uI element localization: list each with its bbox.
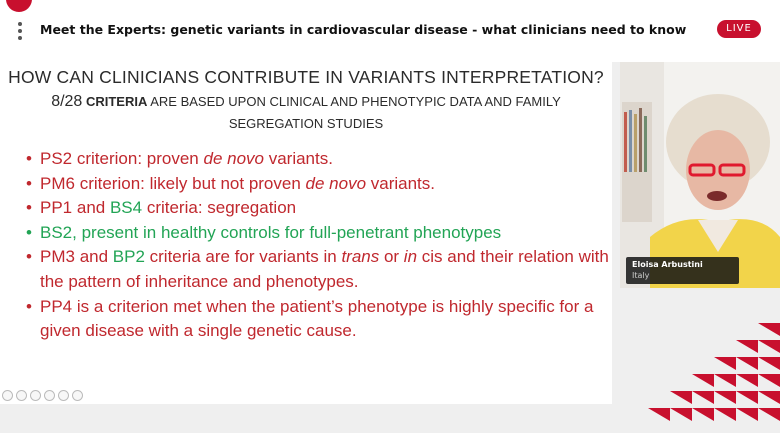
criterion-text: criteria: segregation	[142, 198, 297, 218]
presentation-slide	[0, 62, 612, 404]
list-item	[26, 295, 616, 344]
criterion-text: criteria are for variants in	[144, 247, 342, 267]
criterion-text: and	[74, 247, 113, 267]
subtitle-text: ARE BASED UPON CLINICAL AND PHENOTYPIC DATA AND FAMILY	[150, 94, 561, 109]
event-title: Meet the Experts: genetic variants in cardiovascular disease - what clinicians need to know	[40, 22, 687, 37]
criterion-italic: trans	[341, 247, 380, 267]
criterion-code: BP2	[112, 247, 145, 267]
criterion-code: PP1	[40, 198, 73, 218]
criterion-code: BS4	[109, 198, 143, 218]
criterion-text: cis and their relation with the pattern of inheritance and phenotypes.	[40, 247, 609, 291]
criterion-text: and	[72, 198, 110, 218]
more-icon[interactable]	[72, 390, 83, 401]
criteria-list	[26, 147, 616, 344]
criterion-text: criterion: proven	[72, 149, 204, 168]
slide-toolbar	[2, 390, 83, 404]
criteria-keyword: CRITERIA	[85, 94, 148, 109]
criterion-code: PM6	[40, 173, 75, 193]
slide-subtitle-line2: SEGREGATION STUDIES	[228, 116, 384, 131]
criterion-italic: de novo	[305, 173, 367, 193]
list-item	[26, 245, 616, 294]
speaker-name: Eloisa Arbustini	[632, 260, 703, 269]
criterion-italic: in	[403, 247, 418, 267]
criterion-code: PP4	[40, 296, 73, 316]
speaker-video[interactable]	[620, 62, 780, 288]
speaker-country: Italy	[632, 271, 650, 280]
criterion-text: variants.	[263, 149, 333, 168]
pen-icon[interactable]	[30, 390, 41, 401]
criterion-code: PM3	[40, 247, 75, 267]
list-item	[26, 172, 616, 197]
zoom-icon[interactable]	[44, 390, 55, 401]
speaker-portrait	[620, 62, 780, 288]
top-bar	[0, 0, 780, 62]
list-item	[26, 147, 616, 172]
list-item	[26, 221, 616, 246]
grid-icon[interactable]	[58, 390, 69, 401]
criterion-text: or	[379, 247, 404, 267]
criterion-italic: de novo	[203, 149, 264, 168]
live-badge: LIVE	[717, 20, 761, 38]
decorative-triangles	[640, 318, 780, 433]
slide-subtitle	[0, 93, 612, 111]
list-item	[26, 196, 616, 221]
next-slide-icon[interactable]	[16, 390, 27, 401]
prev-slide-icon[interactable]	[2, 390, 13, 401]
criterion-text: present in healthy controls for full-penetrant phenotypes	[76, 222, 502, 242]
criterion-text: criterion: likely but not proven	[74, 173, 306, 193]
criterion-text: variants.	[366, 173, 436, 193]
criterion-code: PS2	[40, 149, 73, 168]
brand-logo	[6, 0, 32, 12]
speaker-nameplate	[626, 257, 739, 284]
criteria-count: 8/28	[51, 93, 83, 110]
criterion-text: is a criterion met when the patient’s phenotype is highly specific for a given disease with a single genetic cause.	[40, 296, 594, 341]
slide-title: HOW CAN CLINICIANS CONTRIBUTE IN VARIANTS INTERPRETATION?	[8, 67, 604, 87]
more-options-icon[interactable]	[17, 22, 23, 40]
criterion-code: BS2,	[40, 222, 77, 242]
